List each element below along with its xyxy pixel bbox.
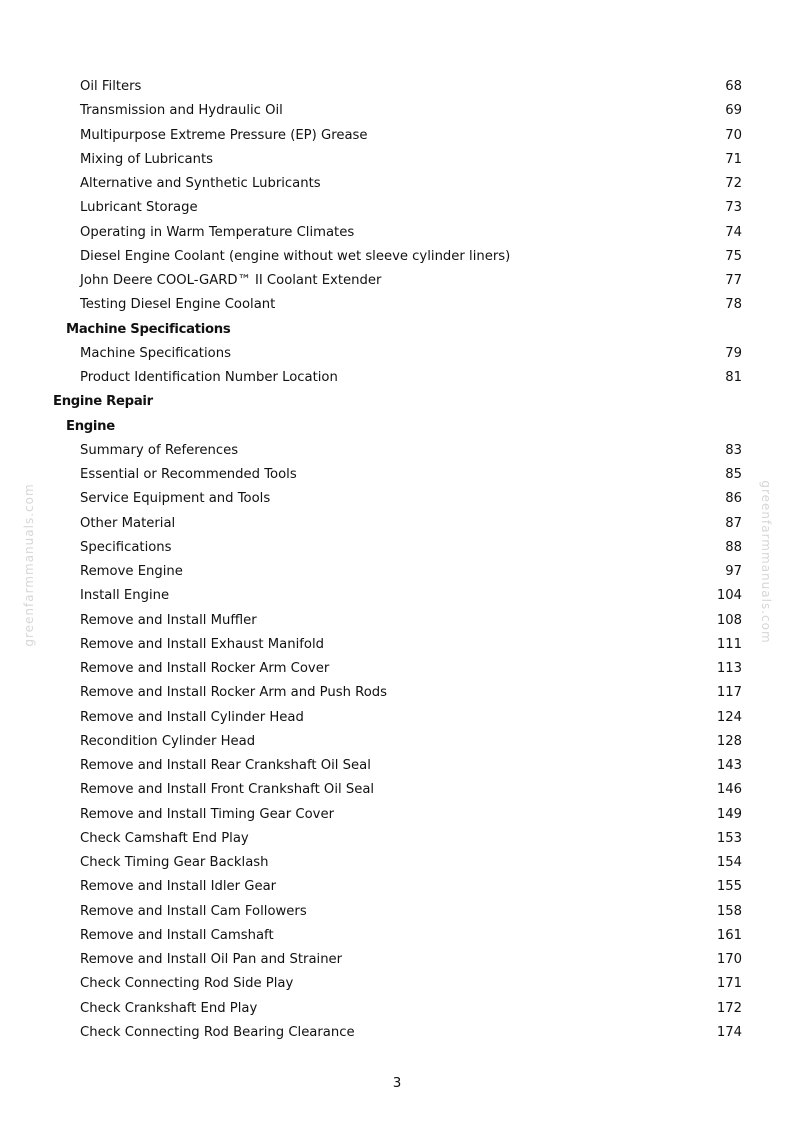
toc-entry-page: 124	[716, 709, 742, 725]
toc-entry[interactable]	[0, 997, 794, 1021]
toc-entry[interactable]	[0, 778, 794, 802]
toc-entry-title: Check Connecting Rod Side Play	[80, 976, 294, 992]
toc-entry-title: Remove and Install Rocker Arm and Push Rods	[80, 685, 388, 701]
toc-entry-title: Other Material	[80, 515, 176, 531]
toc-entry[interactable]	[0, 657, 794, 681]
toc-entry-page: 104	[716, 588, 742, 604]
toc-entry[interactable]	[0, 681, 794, 705]
toc-entry-title: Lubricant Storage	[80, 200, 198, 216]
toc-entry[interactable]	[0, 851, 794, 875]
toc-entry[interactable]	[0, 900, 794, 924]
toc-entry[interactable]	[0, 463, 794, 487]
toc-entry-page: 68	[725, 79, 742, 94]
toc-entry[interactable]	[0, 172, 794, 196]
toc-entry[interactable]	[0, 293, 794, 317]
toc-entry-page: 113	[716, 661, 742, 676]
toc-entry[interactable]	[0, 124, 794, 148]
toc-entry-title: Remove and Install Timing Gear Cover	[80, 806, 334, 822]
toc-entry-title: Remove and Install Cylinder Head	[80, 709, 304, 725]
toc-entry-page: 88	[725, 539, 742, 555]
toc-entry[interactable]	[0, 342, 794, 366]
toc-entry-title: Engine Repair	[53, 394, 153, 410]
toc-entry-page: 74	[725, 224, 742, 240]
toc-entry[interactable]	[0, 948, 794, 972]
toc-entry-title: Remove Engine	[80, 564, 183, 579]
toc-entry[interactable]	[0, 269, 794, 293]
toc-entry[interactable]	[0, 536, 794, 560]
toc-entry-page: 161	[716, 927, 742, 943]
toc-entry-page: 87	[725, 515, 742, 531]
toc-entry[interactable]	[0, 754, 794, 778]
toc-entry-page: 172	[716, 1000, 742, 1016]
toc-entry-title: Remove and Install Muffler	[80, 612, 257, 628]
toc-entry-page: 69	[725, 103, 742, 119]
toc-entry-title: Mixing of Lubricants	[80, 151, 213, 167]
toc-entry[interactable]	[0, 512, 794, 536]
toc-entry[interactable]	[0, 1021, 794, 1045]
toc-entry[interactable]	[0, 99, 794, 123]
toc-entry-title: Machine Specifications	[66, 321, 231, 337]
watermark-right: greenfarmmanuals.com	[759, 480, 773, 644]
toc-entry-page: 111	[716, 636, 742, 652]
toc-entry-title: Multipurpose Extreme Pressure (EP) Grease	[80, 127, 368, 143]
toc-entry[interactable]	[0, 148, 794, 172]
toc-entry-page: 154	[716, 855, 742, 870]
toc-entry-page: 71	[725, 151, 742, 167]
toc-entry-title: Diesel Engine Coolant (engine without wet sleeve cylinder liners)	[80, 248, 511, 264]
toc-entry-title: Product Identification Number Location	[80, 370, 338, 385]
toc-entry-title: Essential or Recommended Tools	[80, 467, 297, 482]
toc-entry[interactable]	[0, 221, 794, 245]
toc-entry-page: 83	[725, 442, 742, 458]
toc-entry-page: 170	[716, 952, 742, 967]
toc-entry-page: 75	[725, 248, 742, 264]
toc-entry-title: Remove and Install Camshaft	[80, 927, 274, 943]
toc-entry[interactable]	[0, 245, 794, 269]
toc-entry-page: 143	[716, 758, 742, 773]
toc-entry-page: 77	[725, 273, 742, 288]
toc-entry-title: Install Engine	[80, 588, 170, 604]
toc-entry-title: Check Timing Gear Backlash	[80, 855, 269, 870]
toc-entry-page: 97	[725, 564, 742, 579]
toc-entry[interactable]	[0, 584, 794, 608]
toc-section-heading[interactable]	[0, 390, 794, 414]
toc-entry-page: 81	[725, 370, 742, 385]
toc-entry[interactable]	[0, 730, 794, 754]
toc-entry-title: Recondition Cylinder Head	[80, 733, 256, 749]
toc-entry[interactable]	[0, 609, 794, 633]
toc-entry-page: 128	[716, 733, 742, 749]
toc-entry-page: 78	[725, 297, 742, 313]
toc-entry-page: 174	[716, 1024, 742, 1040]
toc-entry-title: Specifications	[80, 539, 172, 555]
toc-entry-title: Check Crankshaft End Play	[80, 1000, 258, 1016]
toc-entry-title: Remove and Install Front Crankshaft Oil Seal	[80, 782, 375, 798]
toc-entry-title: Check Camshaft End Play	[80, 830, 249, 846]
toc-entry-page: 108	[716, 612, 742, 628]
toc-entry-title: Alternative and Synthetic Lubricants	[80, 176, 321, 191]
toc-entry-page: 86	[725, 491, 742, 507]
toc-entry-title: Machine Specifications	[80, 345, 231, 361]
toc-entry[interactable]	[0, 196, 794, 220]
toc-entry[interactable]	[0, 487, 794, 511]
toc-entry[interactable]	[0, 803, 794, 827]
toc-entry-title: Engine	[66, 418, 115, 434]
toc-entry-page: 149	[716, 806, 742, 822]
toc-entry-title: Remove and Install Idler Gear	[80, 879, 277, 895]
toc-entry[interactable]	[0, 633, 794, 657]
toc-entry-title: Remove and Install Cam Followers	[80, 903, 307, 919]
toc-entry[interactable]	[0, 827, 794, 851]
toc-entry-title: Testing Diesel Engine Coolant	[80, 297, 276, 313]
toc-entry-title: John Deere COOL-GARD™ II Coolant Extender	[80, 273, 382, 288]
toc-entry[interactable]	[0, 366, 794, 390]
toc-subsection-heading[interactable]	[0, 318, 794, 342]
toc-entry-title: Check Connecting Rod Bearing Clearance	[80, 1024, 355, 1040]
toc-entry-page: 73	[725, 200, 742, 216]
toc-entry[interactable]	[0, 560, 794, 584]
toc-entry-title: Remove and Install Exhaust Manifold	[80, 636, 324, 652]
toc-entry-page: 146	[716, 782, 742, 798]
toc-entry-page: 153	[716, 830, 742, 846]
toc-entry-title: Service Equipment and Tools	[80, 491, 271, 507]
toc-entry-page: 155	[716, 879, 742, 895]
toc-subsection-heading[interactable]	[0, 415, 794, 439]
toc-entry-page: 171	[716, 976, 742, 992]
page-number: 3	[392, 1075, 402, 1091]
toc-entry-title: Remove and Install Rocker Arm Cover	[80, 661, 330, 676]
toc-entry-title: Oil Filters	[80, 79, 142, 94]
toc-entry-title: Transmission and Hydraulic Oil	[80, 103, 283, 119]
toc-entry[interactable]	[0, 75, 794, 99]
toc-entry-title: Remove and Install Rear Crankshaft Oil Seal	[80, 758, 371, 773]
toc-entry-page: 72	[725, 176, 742, 191]
toc-entry-page: 79	[725, 345, 742, 361]
toc-entry[interactable]	[0, 706, 794, 730]
toc-entry[interactable]	[0, 439, 794, 463]
table-of-contents	[0, 75, 794, 1045]
toc-entry-page: 117	[716, 685, 742, 701]
toc-entry-title: Remove and Install Oil Pan and Strainer	[80, 952, 343, 967]
toc-entry[interactable]	[0, 972, 794, 996]
toc-entry-page: 85	[725, 467, 742, 482]
toc-entry-title: Operating in Warm Temperature Climates	[80, 224, 355, 240]
watermark-left: greenfarmmanuals.com	[22, 483, 36, 647]
toc-entry[interactable]	[0, 924, 794, 948]
toc-entry-title: Summary of References	[80, 442, 239, 458]
toc-entry[interactable]	[0, 875, 794, 899]
toc-entry-page: 158	[716, 903, 742, 919]
toc-entry-page: 70	[725, 127, 742, 143]
